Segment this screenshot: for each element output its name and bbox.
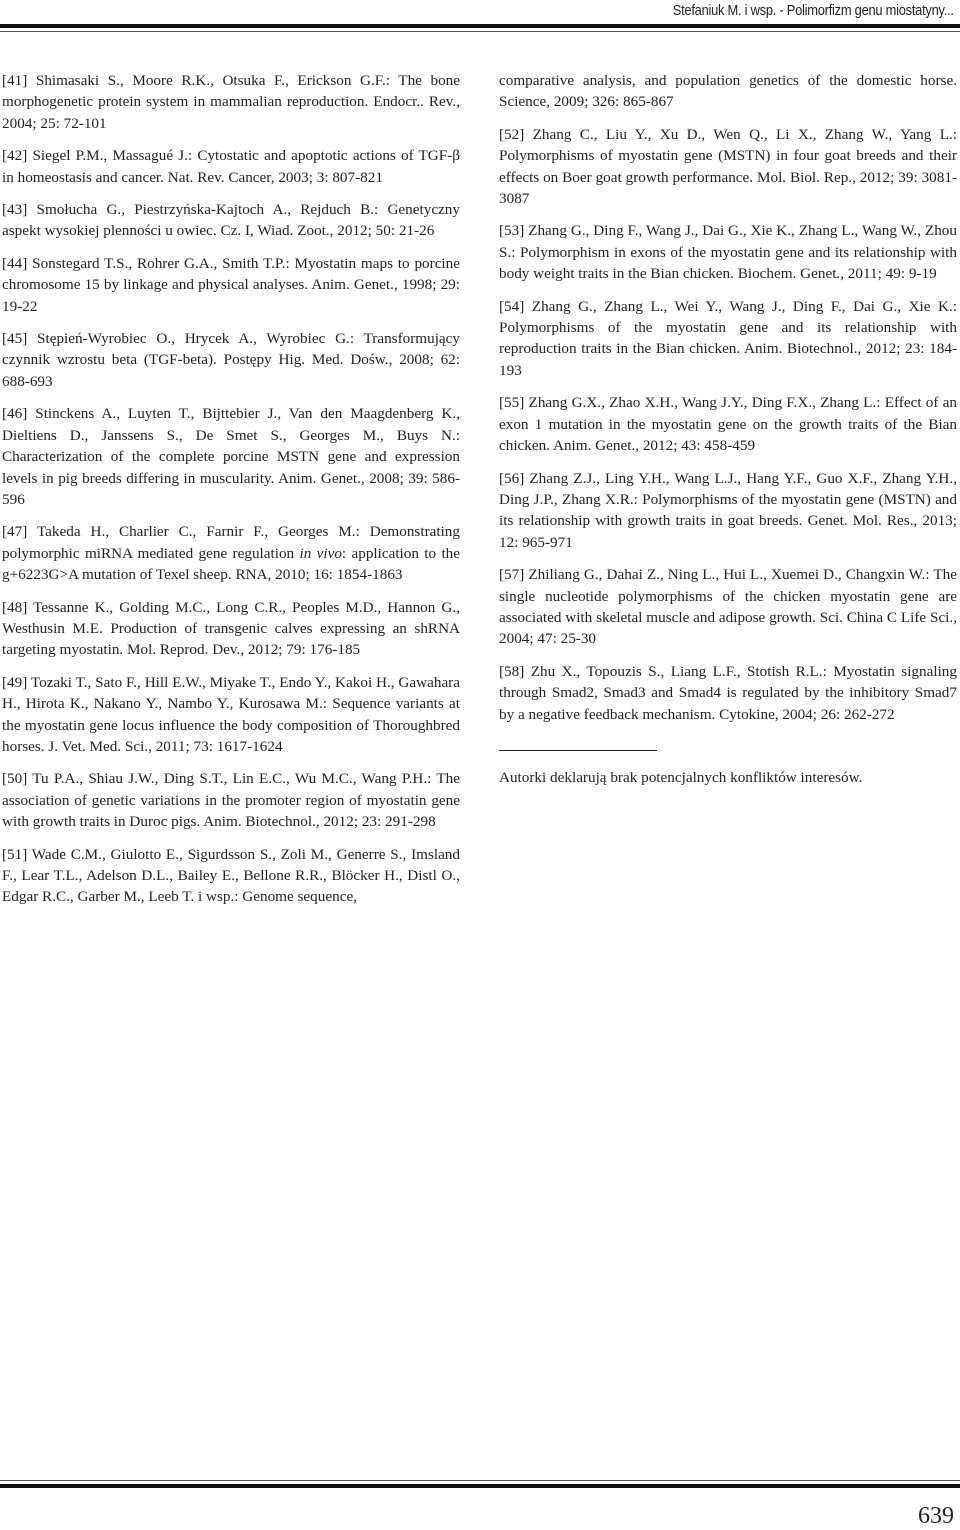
conflict-of-interest-note: Autorki deklarują brak potencjalnych konfliktów interesów. [499,768,863,786]
reference-41: [41] Shimasaki S., Moore R.K., Otsuka F., Erickson G.F.: The bone morphogenetic protein system in mammalian reproduction. Endocr.. Rev., 2004; 25: 72-101 [2,72,460,132]
reference-44: [44] Sonstegard T.S., Rohrer G.A., Smith T.P.: Myostatin maps to porcine chromosome 15 by linkage and physical analyses. Anim. Genet., 1998; 29: 19-22 [2,254,460,315]
footer-rule [0,1484,960,1488]
reference-53: [53] Zhang G., Ding F., Wang J., Dai G., Xie K., Zhang L., Wang W., Zhou S.: Polymorphism in exons of the myostatin gene and its relationship with body weight traits in the Bian chicken. Biochem. Genet., 2011; 49: 9-19 [499,222,957,283]
reference-43: [43] Smołucha G., Piestrzyńska-Kajtoch A., Rejduch B.: Genetyczny aspekt wysokiej plenności u owiec. Cz. I, Wiad. Zoot., 2012; 50: 21-26 [2,201,460,240]
ref47-text: [47] Takeda H., Charlier C., Farnir F., Georges M.: Demonstrating polymorphic miRNA mediated gene regulation [2,523,460,562]
left-column [2,70,460,919]
reference-46: [46] Stinckens A., Luyten T., Bijttebier J., Van den Maagdenberg K., Dieltiens D., Janssens S., De Smet S., Georges M., Buys N.: Characterization of the complete porcine MSTN gene and expression levels in pig breeds differing in muscularity. Anim. Genet., 2008; 39: 586-596 [2,405,460,508]
ref47-italic: in vivo [299,544,342,562]
reference-55: [55] Zhang G.X., Zhao X.H., Wang J.Y., Ding F.X., Zhang L.: Effect of an exon 1 mutation in the myostatin gene on the growth traits of the Bian chicken. Anim. Genet., 2012; 43: 458-459 [499,394,957,455]
reference-54: [54] Zhang G., Zhang L., Wei Y., Wang J., Ding F., Dai G., Xie K.: Polymorphisms of the myostatin gene and its relationship with reproduction traits in the Bian chicken. Anim. Biotechnol., 2012; 23: 184-193 [499,297,957,379]
reference-47 [2,521,460,585]
header-rule-thin [0,31,960,32]
right-column [499,70,957,788]
footnote-separator [499,750,657,751]
reference-51: [51] Wade C.M., Giulotto E., Sigurdsson S., Zoli M., Generre S., Imsland F., Lear T.L., Adelson D.L., Bailey E., Bellone R.R., Blöcker H., Distl O., Edgar R.C., Garber M., Leeb T. i wsp.: Genome sequence, [2,845,460,906]
reference-57: [57] Zhiliang G., Dahai Z., Ning L., Hui L., Xuemei D., Changxin W.: The single nucleotide polymorphisms of the chicken myostatin gene are associated with skeletal muscle and adipose growth. Sci. China C Life Sci., 2004; 47: 25-30 [499,566,957,648]
reference-45: [45] Stępień-Wyrobiec O., Hrycek A., Wyrobiec G.: Transformujący czynnik wzrostu beta (TGF-beta). Postępy Hig. Med. Dośw., 2008; 62: 688-693 [2,330,460,390]
page-number: 639 [918,1503,954,1529]
ref47-text-end: : application to the g+6223G>A mutation of Texel sheep. RNA, 2010; 16: 1854-1863 [2,544,460,584]
reference-50: [50] Tu P.A., Shiau J.W., Ding S.T., Lin E.C., Wu M.C., Wang P.H.: The association of genetic variations in the promoter region of myostatin gene with growth traits in Duroc pigs. Anim. Biotechnol., 2012; 23: 291-298 [2,770,460,831]
reference-48: [48] Tessanne K., Golding M.C., Long C.R., Peoples M.D., Hannon G., Westhusin M.E. Production of transgenic calves expressing an shRNA targeting myostatin. Mol. Reprod. Dev., 2012; 79: 176-185 [2,598,460,659]
header-rule [0,24,960,28]
footer-rule-thin [0,1480,960,1481]
running-header: Stefaniuk M. i wsp. - Polimorfizm genu miostatyny... [672,2,954,19]
reference-58: [58] Zhu X., Topouzis S., Liang L.F., Stotish R.L.: Myostatin signaling through Smad2, Smad3 and Smad4 is regulated by the inhibitory Smad7 by a negative feedback mechanism. Cytokine, 2004; 26: 262-272 [499,662,957,723]
reference-49: [49] Tozaki T., Sato F., Hill E.W., Miyake T., Endo Y., Kakoi H., Gawahara H., Hirota K., Nakano Y., Nambo Y., Kurosawa M.: Sequence variants at the myostatin gene locus influence the body composition of Thoroughbred horses. J. Vet. Med. Sci., 2011; 73: 1617-1624 [2,673,460,755]
reference-52: [52] Zhang C., Liu Y., Xu D., Wen Q., Li X., Zhang W., Yang L.: Polymorphisms of myostatin gene (MSTN) in four goat breeds and their effects on Boer goat growth performance. Mol. Biol. Rep., 2012; 39: 3081-3087 [499,125,957,208]
reference-51-continued: comparative analysis, and population genetics of the domestic horse. Science, 2009; 326: 865-867 [499,72,957,111]
reference-56: [56] Zhang Z.J., Ling Y.H., Wang L.J., Hang Y.F., Guo X.F., Zhang Y.H., Ding J.P., Zhang X.R.: Polymorphisms of the myostatin gene (MSTN) and its relationship with growth traits in goat breeds. Genet. Mol. Res., 2013; 12: 965-971 [499,469,957,551]
reference-42: [42] Siegel P.M., Massagué J.: Cytostatic and apoptotic actions of TGF-β in homeostasis and cancer. Nat. Rev. Cancer, 2003; 3: 807-821 [2,147,460,186]
